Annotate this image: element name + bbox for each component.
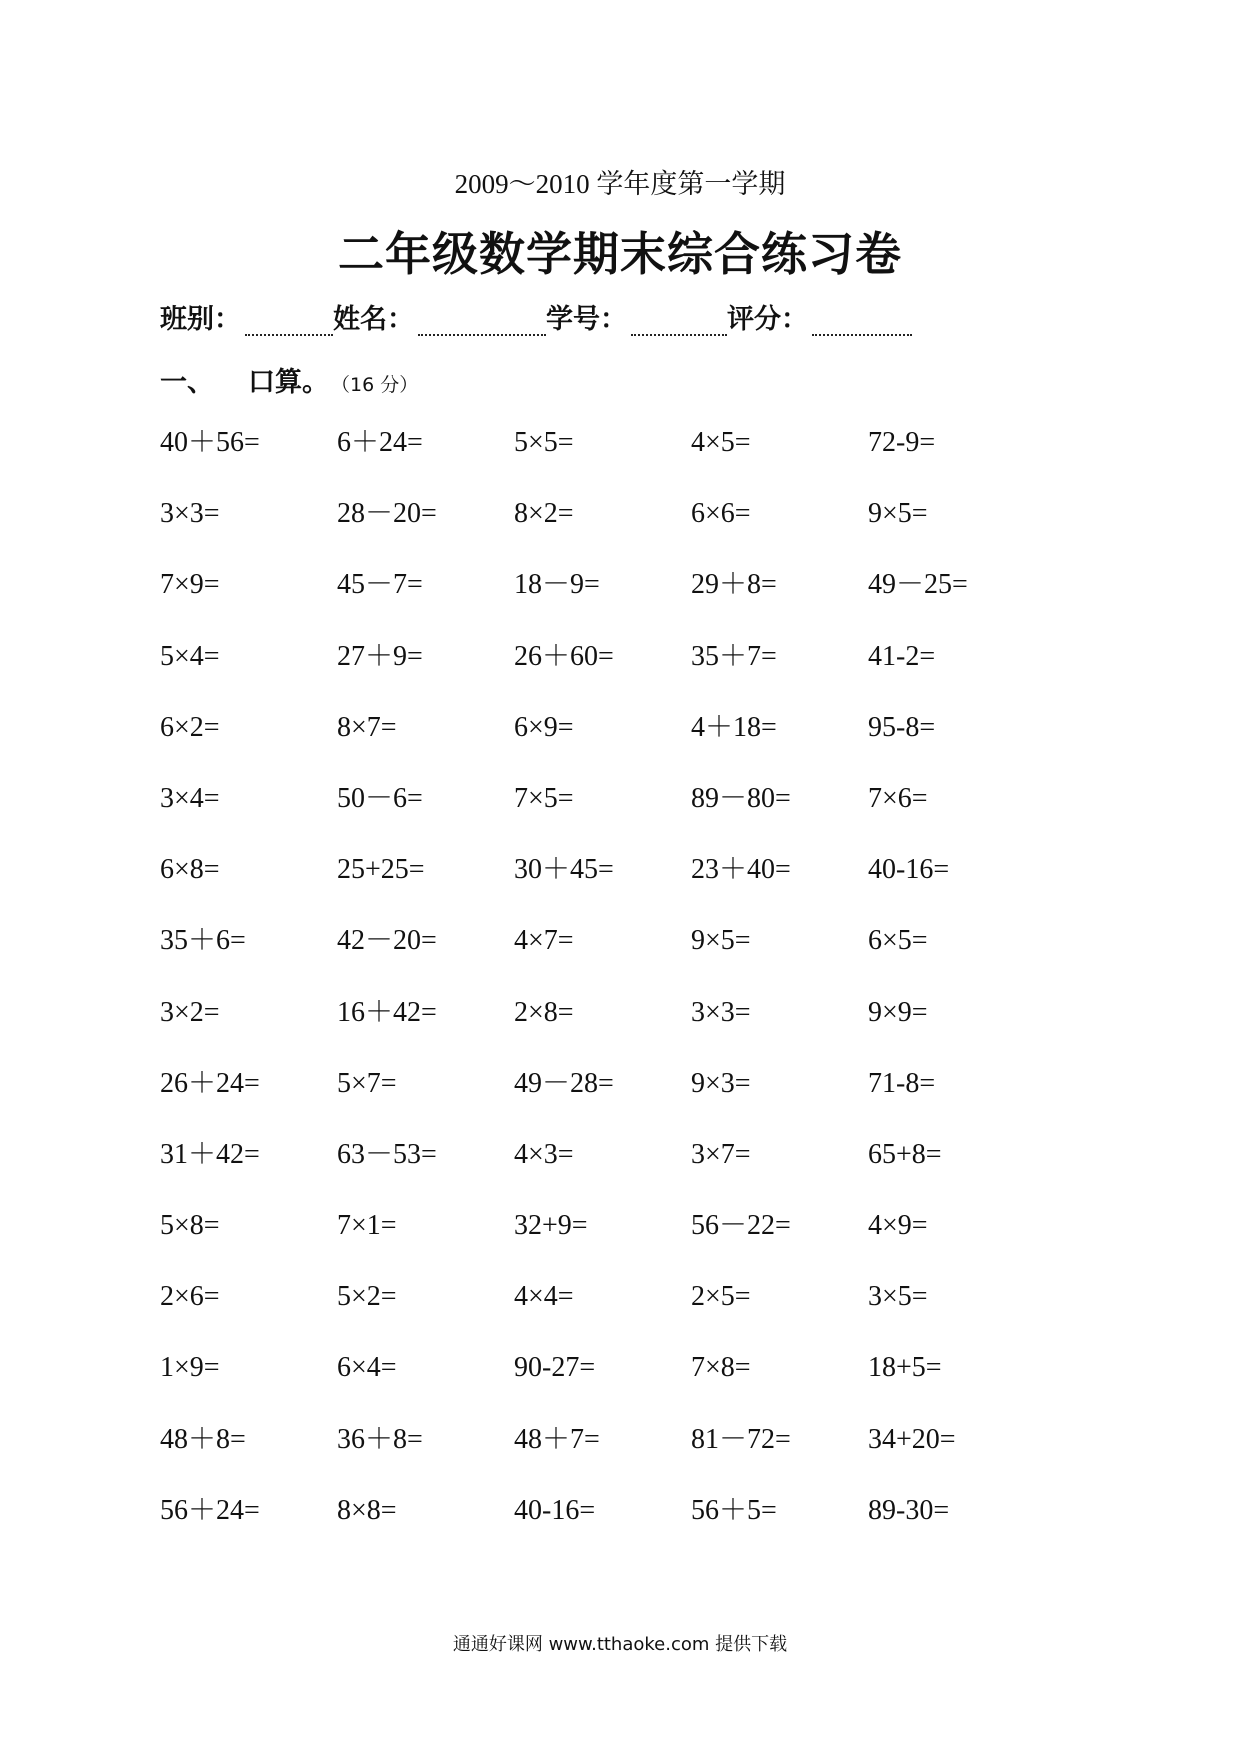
problem-item: 48＋7= <box>514 1423 600 1455</box>
name-blank[interactable] <box>418 304 546 336</box>
problem-item: 18－9= <box>514 569 600 601</box>
problem-item: 23＋40= <box>691 854 791 886</box>
problem-row <box>160 705 1045 776</box>
section-name: 口算。 <box>248 367 329 398</box>
problem-item: 7×5= <box>514 782 574 814</box>
problem-item: 35＋6= <box>160 925 246 957</box>
problem-item: 26＋60= <box>514 640 614 672</box>
problem-item: 6×4= <box>337 1352 397 1384</box>
problem-item: 16＋42= <box>337 996 437 1028</box>
problem-item: 6×6= <box>691 498 751 530</box>
exam-subtitle: 2009～2010 学年度第一学期 <box>454 169 786 199</box>
problem-item: 35＋7= <box>691 640 777 672</box>
problem-item: 45－7= <box>337 569 423 601</box>
problem-item: 6×8= <box>160 854 220 886</box>
problem-item: 2×8= <box>514 996 574 1028</box>
problem-item: 95-8= <box>868 711 936 743</box>
problem-item: 71-8= <box>868 1067 936 1099</box>
problem-item: 4＋18= <box>691 711 777 743</box>
problem-row <box>160 990 1045 1061</box>
problem-item: 65+8= <box>868 1138 942 1170</box>
problem-row <box>160 1488 1045 1559</box>
problem-item: 56－22= <box>691 1210 791 1242</box>
problem-item: 36＋8= <box>337 1423 423 1455</box>
problem-item: 3×3= <box>691 996 751 1028</box>
problem-item: 31＋42= <box>160 1138 260 1170</box>
class-label: 班别： <box>160 304 241 335</box>
problem-item: 2×6= <box>160 1281 220 1313</box>
problem-item: 5×2= <box>337 1281 397 1313</box>
problem-item: 26＋24= <box>160 1067 260 1099</box>
problem-row <box>160 1274 1045 1345</box>
problem-item: 41-2= <box>868 640 936 672</box>
problem-item: 5×5= <box>514 427 574 458</box>
problem-item: 3×7= <box>691 1138 751 1170</box>
problem-item: 30＋45= <box>514 854 614 886</box>
problem-item: 3×2= <box>160 996 220 1028</box>
student-info-row <box>160 296 912 336</box>
score-label: 评分： <box>727 304 808 335</box>
class-blank[interactable] <box>245 304 333 336</box>
problem-item: 27＋9= <box>337 640 423 672</box>
exam-title: 二年级数学期末综合练习卷 <box>338 227 902 281</box>
problem-item: 3×5= <box>868 1281 928 1313</box>
section-points: （16 分） <box>331 374 419 396</box>
problem-row <box>160 1345 1045 1416</box>
problem-item: 5×4= <box>160 640 220 672</box>
problem-item: 18+5= <box>868 1352 942 1384</box>
problem-item: 42－20= <box>337 925 437 957</box>
id-blank[interactable] <box>631 304 727 336</box>
problem-item: 63－53= <box>337 1138 437 1170</box>
problem-item: 6×5= <box>868 925 928 957</box>
problem-item: 5×7= <box>337 1067 397 1099</box>
id-label: 学号： <box>546 304 627 335</box>
problem-row <box>160 1061 1045 1132</box>
problem-item: 28－20= <box>337 498 437 530</box>
problem-item: 9×3= <box>691 1067 751 1099</box>
problem-item: 4×5= <box>691 427 751 458</box>
problem-item: 89－80= <box>691 782 791 814</box>
problem-item: 50－6= <box>337 782 423 814</box>
problem-item: 6×9= <box>514 711 574 743</box>
problem-item: 4×3= <box>514 1138 574 1170</box>
problem-row <box>160 634 1045 705</box>
problem-row <box>160 491 1045 562</box>
problem-item: 9×5= <box>868 498 928 530</box>
problem-item: 7×8= <box>691 1352 751 1384</box>
score-blank[interactable] <box>812 304 912 336</box>
name-label: 姓名： <box>333 304 414 335</box>
problem-item: 40-16= <box>868 854 950 886</box>
problem-item: 4×4= <box>514 1281 574 1313</box>
problem-item: 49－25= <box>868 569 968 601</box>
problem-row <box>160 918 1045 989</box>
problem-item: 5×8= <box>160 1210 220 1242</box>
problem-item: 7×9= <box>160 569 220 601</box>
problem-item: 29＋8= <box>691 569 777 601</box>
problem-row <box>160 562 1045 633</box>
problem-item: 7×6= <box>868 782 928 814</box>
section-heading <box>160 360 418 399</box>
problem-item: 81－72= <box>691 1423 791 1455</box>
problem-item: 49－28= <box>514 1067 614 1099</box>
problem-item: 9×9= <box>868 996 928 1028</box>
problem-item: 8×8= <box>337 1494 397 1526</box>
problem-item: 72-9= <box>868 427 936 458</box>
problem-item: 7×1= <box>337 1210 397 1242</box>
problem-item: 8×7= <box>337 711 397 743</box>
problem-row <box>160 776 1045 847</box>
problem-item: 40＋56= <box>160 427 260 458</box>
problem-item: 90-27= <box>514 1352 596 1384</box>
problem-item: 56＋5= <box>691 1494 777 1526</box>
problem-item: 4×9= <box>868 1210 928 1242</box>
problem-item: 2×5= <box>691 1281 751 1313</box>
problem-item: 3×4= <box>160 782 220 814</box>
problem-item: 8×2= <box>514 498 574 530</box>
problem-item: 32+9= <box>514 1210 588 1242</box>
section-number: 一、 <box>160 367 214 398</box>
problem-grid <box>160 420 1045 1559</box>
problem-item: 3×3= <box>160 498 220 530</box>
problem-item: 1×9= <box>160 1352 220 1384</box>
problem-row <box>160 847 1045 918</box>
problem-row <box>160 1417 1045 1488</box>
problem-item: 4×7= <box>514 925 574 957</box>
problem-item: 6＋24= <box>337 427 423 458</box>
problem-row <box>160 1132 1045 1203</box>
problem-item: 56＋24= <box>160 1494 260 1526</box>
problem-item: 34+20= <box>868 1423 956 1455</box>
problem-item: 48＋8= <box>160 1423 246 1455</box>
problem-item: 9×5= <box>691 925 751 957</box>
problem-item: 6×2= <box>160 711 220 743</box>
problem-item: 40-16= <box>514 1494 596 1526</box>
footer-text: 通通好课网 www.tthaoke.com 提供下载 <box>452 1634 788 1655</box>
problem-item: 25+25= <box>337 854 425 886</box>
problem-row <box>160 1203 1045 1274</box>
problem-row <box>160 420 1045 491</box>
problem-item: 89-30= <box>868 1494 950 1526</box>
